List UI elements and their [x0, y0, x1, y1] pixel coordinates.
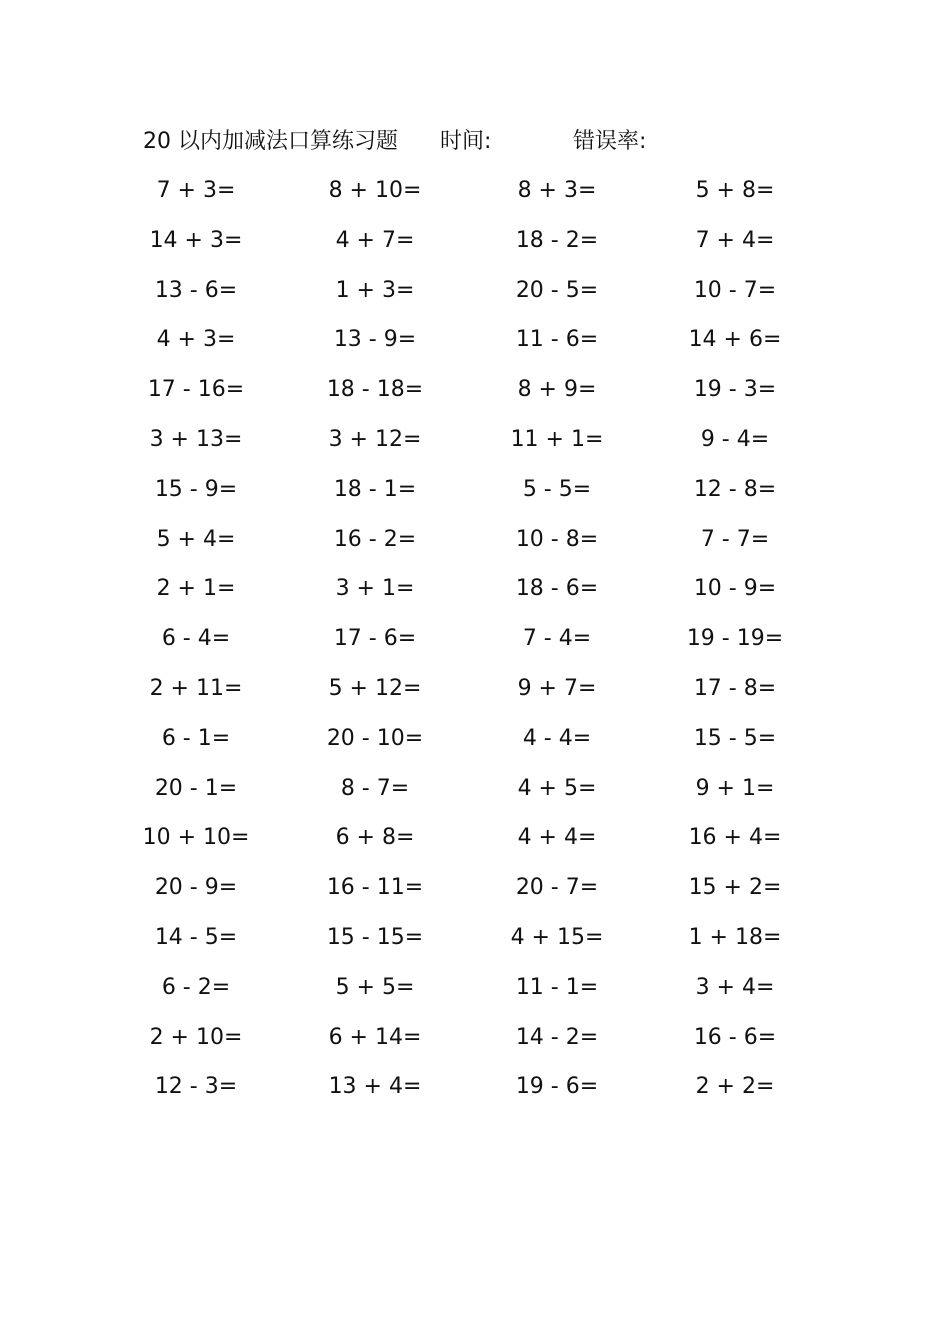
problem-item: 10 + 10= [142, 825, 250, 850]
problem-item: 6 - 4= [161, 626, 231, 651]
problem-item: 11 - 6= [515, 327, 599, 352]
problem-item: 7 + 4= [695, 228, 775, 253]
problem-item: 4 + 5= [517, 776, 597, 801]
problem-item: 6 - 2= [161, 975, 231, 1000]
problem-item: 6 + 8= [335, 825, 415, 850]
problem-item: 15 - 5= [693, 726, 777, 751]
problem-item: 4 + 7= [335, 228, 415, 253]
problem-item: 9 + 1= [695, 776, 775, 801]
problem-item: 17 - 16= [147, 377, 245, 402]
problem-item: 15 - 9= [154, 477, 238, 502]
problem-item: 9 - 4= [700, 427, 770, 452]
problem-item: 12 - 8= [693, 477, 777, 502]
problem-item: 5 - 5= [522, 477, 592, 502]
problem-item: 5 + 12= [328, 676, 422, 701]
problem-item: 4 + 4= [517, 825, 597, 850]
problem-item: 20 - 10= [326, 726, 424, 751]
problem-item: 18 - 18= [326, 377, 424, 402]
problem-item: 2 + 1= [156, 576, 236, 601]
problem-item: 5 + 5= [335, 975, 415, 1000]
problem-item: 13 - 9= [333, 327, 417, 352]
problem-item: 19 - 6= [515, 1074, 599, 1099]
problem-item: 14 - 5= [154, 925, 238, 950]
problem-item: 18 - 6= [515, 576, 599, 601]
problem-item: 18 - 1= [333, 477, 417, 502]
problem-item: 3 + 12= [328, 427, 422, 452]
problem-item: 4 + 15= [510, 925, 604, 950]
problem-item: 4 + 3= [156, 327, 236, 352]
problem-item: 3 + 1= [335, 576, 415, 601]
problem-item: 15 - 15= [326, 925, 424, 950]
problem-item: 20 - 5= [515, 278, 599, 303]
problem-item: 20 - 9= [154, 875, 238, 900]
problem-item: 14 + 6= [688, 327, 782, 352]
problem-item: 10 - 7= [693, 278, 777, 303]
problem-item: 4 - 4= [522, 726, 592, 751]
problem-item: 16 + 4= [688, 825, 782, 850]
problem-item: 17 - 6= [333, 626, 417, 651]
problem-item: 14 - 2= [515, 1025, 599, 1050]
problem-item: 1 + 18= [688, 925, 782, 950]
problem-item: 12 - 3= [154, 1074, 238, 1099]
problem-item: 1 + 3= [335, 278, 415, 303]
problem-item: 13 + 4= [328, 1074, 422, 1099]
problem-item: 8 + 3= [517, 178, 597, 203]
problem-item: 11 - 1= [515, 975, 599, 1000]
problem-item: 19 - 3= [693, 377, 777, 402]
problem-item: 7 - 7= [700, 527, 770, 552]
problem-item: 17 - 8= [693, 676, 777, 701]
problem-item: 8 + 9= [517, 377, 597, 402]
problem-item: 6 + 14= [328, 1025, 422, 1050]
problem-item: 10 - 8= [515, 527, 599, 552]
problem-item: 16 - 6= [693, 1025, 777, 1050]
problem-item: 20 - 7= [515, 875, 599, 900]
problem-item: 9 + 7= [517, 676, 597, 701]
problem-item: 13 - 6= [154, 278, 238, 303]
problem-item: 11 + 1= [510, 427, 604, 452]
problem-item: 16 - 11= [326, 875, 424, 900]
problem-item: 8 + 10= [328, 178, 422, 203]
time-label: 时间: [440, 129, 492, 154]
problem-item: 7 + 3= [156, 178, 236, 203]
problem-item: 7 - 4= [522, 626, 592, 651]
problem-item: 3 + 13= [149, 427, 243, 452]
problem-item: 16 - 2= [333, 527, 417, 552]
problem-item: 18 - 2= [515, 228, 599, 253]
problem-item: 14 + 3= [149, 228, 243, 253]
problem-item: 19 - 19= [686, 626, 784, 651]
error-rate-label: 错误率: [573, 129, 647, 154]
worksheet-title: 20 以内加减法口算练习题 [143, 129, 398, 154]
problem-item: 2 + 11= [149, 676, 243, 701]
problem-item: 2 + 10= [149, 1025, 243, 1050]
problem-item: 5 + 8= [695, 178, 775, 203]
problem-item: 10 - 9= [693, 576, 777, 601]
problem-item: 15 + 2= [688, 875, 782, 900]
problem-item: 2 + 2= [695, 1074, 775, 1099]
problem-item: 20 - 1= [154, 776, 238, 801]
problem-item: 5 + 4= [156, 527, 236, 552]
problem-item: 3 + 4= [695, 975, 775, 1000]
problem-item: 6 - 1= [161, 726, 231, 751]
problem-item: 8 - 7= [340, 776, 410, 801]
